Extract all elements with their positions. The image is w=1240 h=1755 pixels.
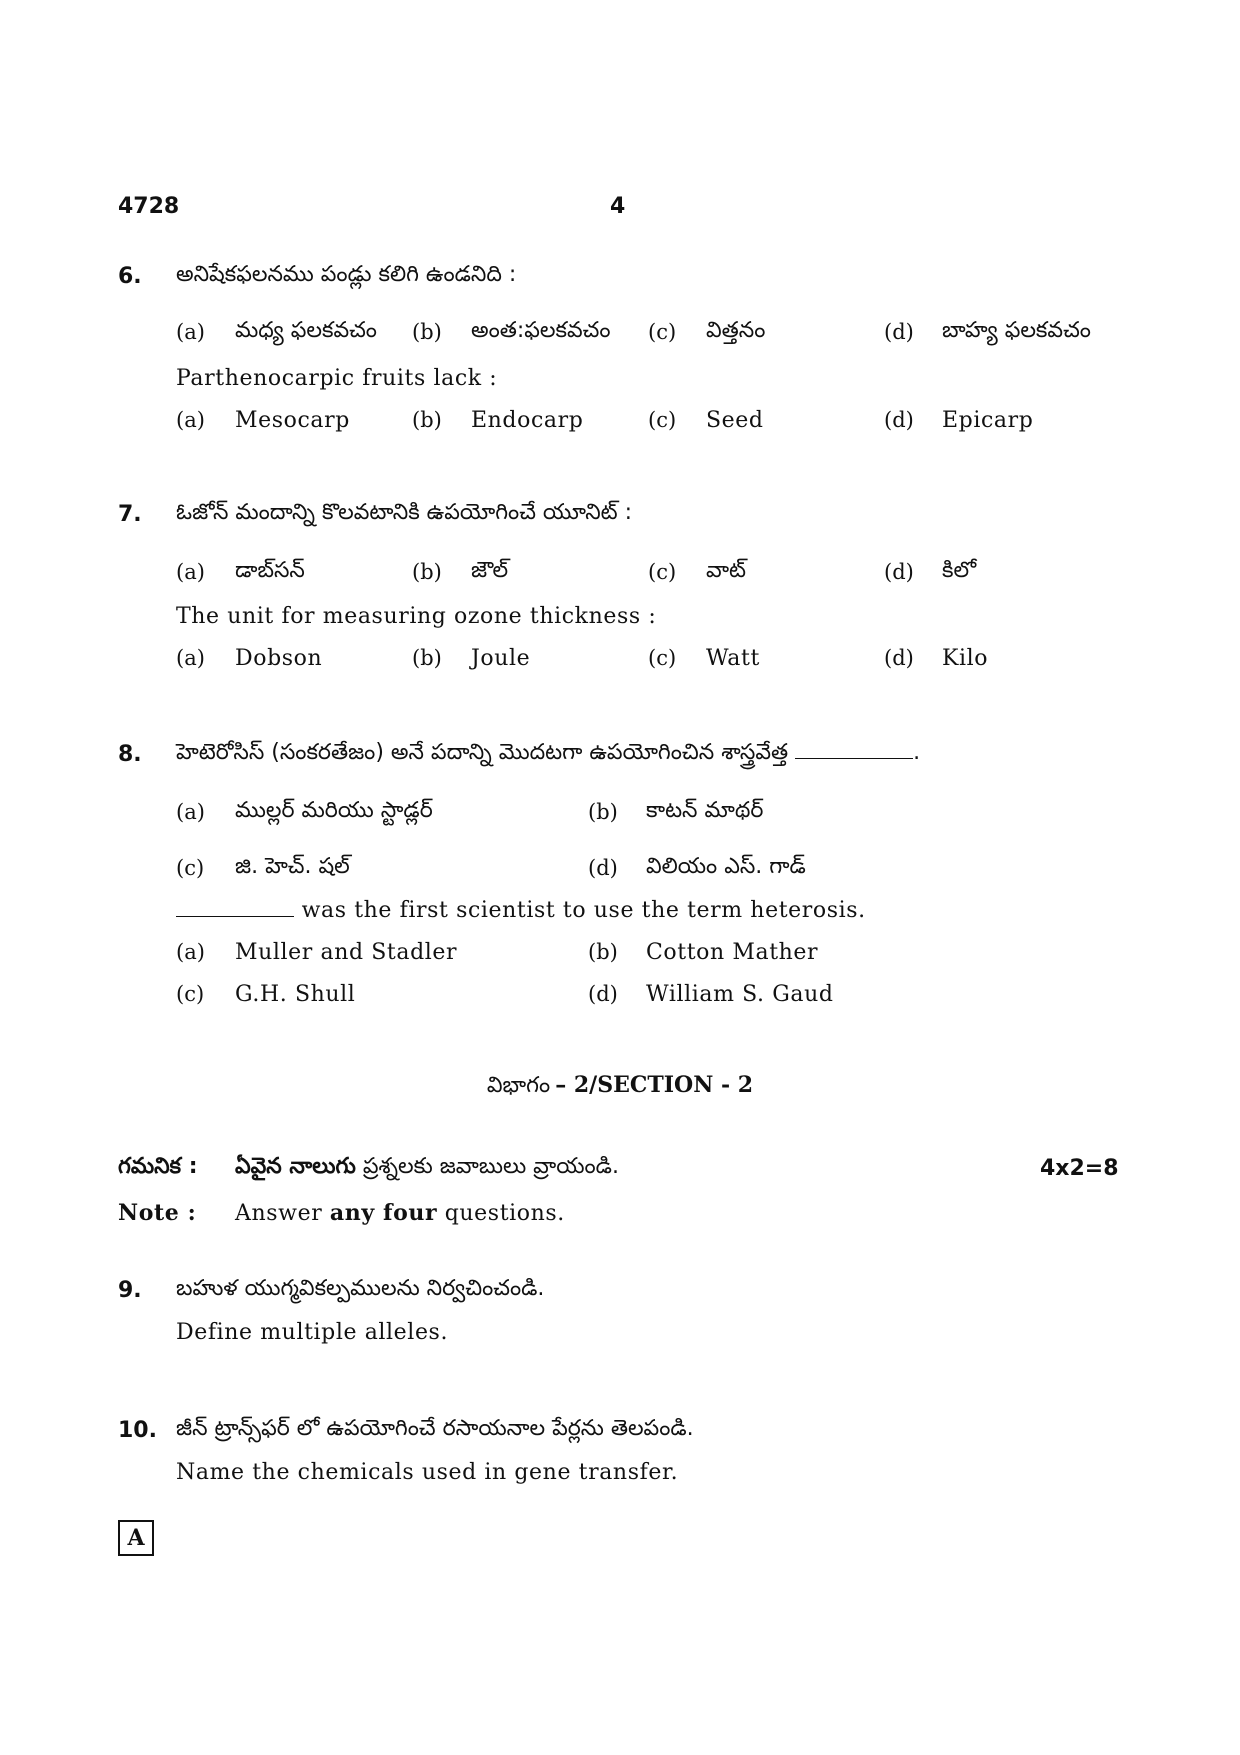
question-number: 7. bbox=[118, 502, 142, 527]
option-label: (c) bbox=[648, 560, 677, 584]
question-text-english: The unit for measuring ozone thickness : bbox=[176, 604, 657, 629]
option-english-b: Joule bbox=[471, 646, 531, 671]
option-label: (b) bbox=[412, 408, 442, 432]
question-text-english: Define multiple alleles. bbox=[176, 1320, 449, 1345]
option-english-a: Dobson bbox=[235, 646, 323, 671]
note-text-telugu-rest: ప్రశ్నలకు జవాబులు వ్రాయండి. bbox=[362, 1154, 619, 1179]
option-telugu-d: విలియం ఎస్. గాడ్ bbox=[646, 854, 806, 879]
answer-blank bbox=[176, 915, 294, 917]
option-english-c: Watt bbox=[706, 646, 760, 671]
option-label: (c) bbox=[648, 320, 677, 344]
option-telugu-c: విత్తనం bbox=[706, 318, 766, 343]
question-text-telugu: అనిషేకఫలనము పండ్లు కలిగి ఉండనిది : bbox=[176, 262, 517, 287]
option-label: (a) bbox=[176, 646, 205, 670]
full-stop: . bbox=[913, 740, 921, 765]
note-text-english-post: questions. bbox=[444, 1201, 565, 1226]
option-label: (b) bbox=[588, 940, 618, 964]
option-label: (c) bbox=[176, 982, 205, 1006]
option-label: (a) bbox=[176, 408, 205, 432]
option-english-a: Mesocarp bbox=[235, 408, 350, 433]
note-text-telugu-bold: ఏవైన నాలుగు bbox=[235, 1154, 356, 1179]
option-label: (b) bbox=[588, 800, 618, 824]
section-heading bbox=[0, 1072, 1240, 1103]
option-label: (d) bbox=[884, 320, 914, 344]
option-telugu-b: జౌల్ bbox=[471, 558, 509, 583]
section-heading-title: – 2/SECTION - 2 bbox=[555, 1072, 754, 1098]
option-label: (d) bbox=[588, 982, 618, 1006]
note-text-telugu bbox=[235, 1154, 619, 1184]
page-number: 4 bbox=[610, 194, 626, 219]
question-text-telugu: ఓజోన్ మందాన్ని కొలవటానికి ఉపయోగించే యూనిట్ : bbox=[176, 500, 633, 525]
option-telugu-a: ముల్లర్ మరియు స్టాడ్లర్ bbox=[235, 798, 433, 823]
question-number: 10. bbox=[118, 1418, 157, 1443]
option-label: (a) bbox=[176, 560, 205, 584]
option-label: (c) bbox=[648, 646, 677, 670]
note-text-english-pre: Answer bbox=[235, 1201, 323, 1226]
option-label: (d) bbox=[884, 408, 914, 432]
option-english-b: Cotton Mather bbox=[646, 940, 819, 965]
note-text-english bbox=[235, 1200, 565, 1226]
question-text-telugu: జీన్ ట్రాన్స్‌ఫర్ లో ఉపయోగించే రసాయనాల పేర్లను తెలపండి. bbox=[176, 1416, 694, 1441]
question-text-english: Parthenocarpic fruits lack : bbox=[176, 366, 498, 391]
option-english-a: Muller and Stadler bbox=[235, 940, 458, 965]
note-label-telugu: గమనిక : bbox=[118, 1154, 198, 1179]
question-number: 6. bbox=[118, 264, 142, 289]
option-telugu-a: డాబ్‌సన్ bbox=[235, 558, 305, 583]
section-heading-telugu: విభాగం bbox=[486, 1073, 551, 1098]
question-text-telugu-main: హెటెరోసిస్ (సంకరతేజం) అనే పదాన్ని మొదటగా ఉపయోగించిన శాస్త్రవేత్త bbox=[176, 740, 789, 765]
option-english-d: Kilo bbox=[942, 646, 989, 671]
question-text-english bbox=[176, 898, 866, 923]
question-text-telugu bbox=[176, 740, 920, 770]
option-telugu-d: కిలో bbox=[942, 558, 977, 583]
option-label: (a) bbox=[176, 940, 205, 964]
option-label: (b) bbox=[412, 560, 442, 584]
option-telugu-c: వాట్ bbox=[706, 558, 747, 583]
option-label: (a) bbox=[176, 320, 205, 344]
paper-set-box: A bbox=[118, 1520, 154, 1556]
option-label: (d) bbox=[884, 560, 914, 584]
option-label: (b) bbox=[412, 646, 442, 670]
option-english-b: Endocarp bbox=[471, 408, 584, 433]
question-text-english: Name the chemicals used in gene transfer. bbox=[176, 1460, 679, 1485]
option-telugu-b: అంత:ఫలకవచం bbox=[471, 318, 611, 343]
note-label-english: Note : bbox=[118, 1200, 197, 1226]
option-english-d: Epicarp bbox=[942, 408, 1034, 433]
question-text-english-main: was the first scientist to use the term heterosis. bbox=[301, 898, 866, 923]
question-number: 9. bbox=[118, 1278, 142, 1303]
paper-code: 4728 bbox=[118, 194, 180, 219]
question-number: 8. bbox=[118, 742, 142, 767]
option-label: (d) bbox=[588, 856, 618, 880]
option-english-c: Seed bbox=[706, 408, 764, 433]
option-label: (a) bbox=[176, 800, 205, 824]
option-label: (b) bbox=[412, 320, 442, 344]
question-text-telugu: బహుళ యుగ్మవికల్పములను నిర్వచించండి. bbox=[176, 1276, 545, 1301]
option-label: (c) bbox=[648, 408, 677, 432]
option-label: (d) bbox=[884, 646, 914, 670]
option-english-c: G.H. Shull bbox=[235, 982, 356, 1007]
note-text-english-bold: any four bbox=[329, 1200, 438, 1226]
option-label: (c) bbox=[176, 856, 205, 880]
option-telugu-b: కాటన్ మాథర్ bbox=[646, 798, 764, 823]
answer-blank bbox=[795, 757, 913, 759]
option-telugu-c: జి. హెచ్. షల్ bbox=[235, 854, 350, 879]
option-telugu-a: మధ్య ఫలకవచం bbox=[235, 318, 377, 343]
option-english-d: William S. Gaud bbox=[646, 982, 834, 1007]
option-telugu-d: బాహ్య ఫలకవచం bbox=[942, 318, 1091, 343]
marks-allocation: 4x2=8 bbox=[1040, 1156, 1119, 1181]
